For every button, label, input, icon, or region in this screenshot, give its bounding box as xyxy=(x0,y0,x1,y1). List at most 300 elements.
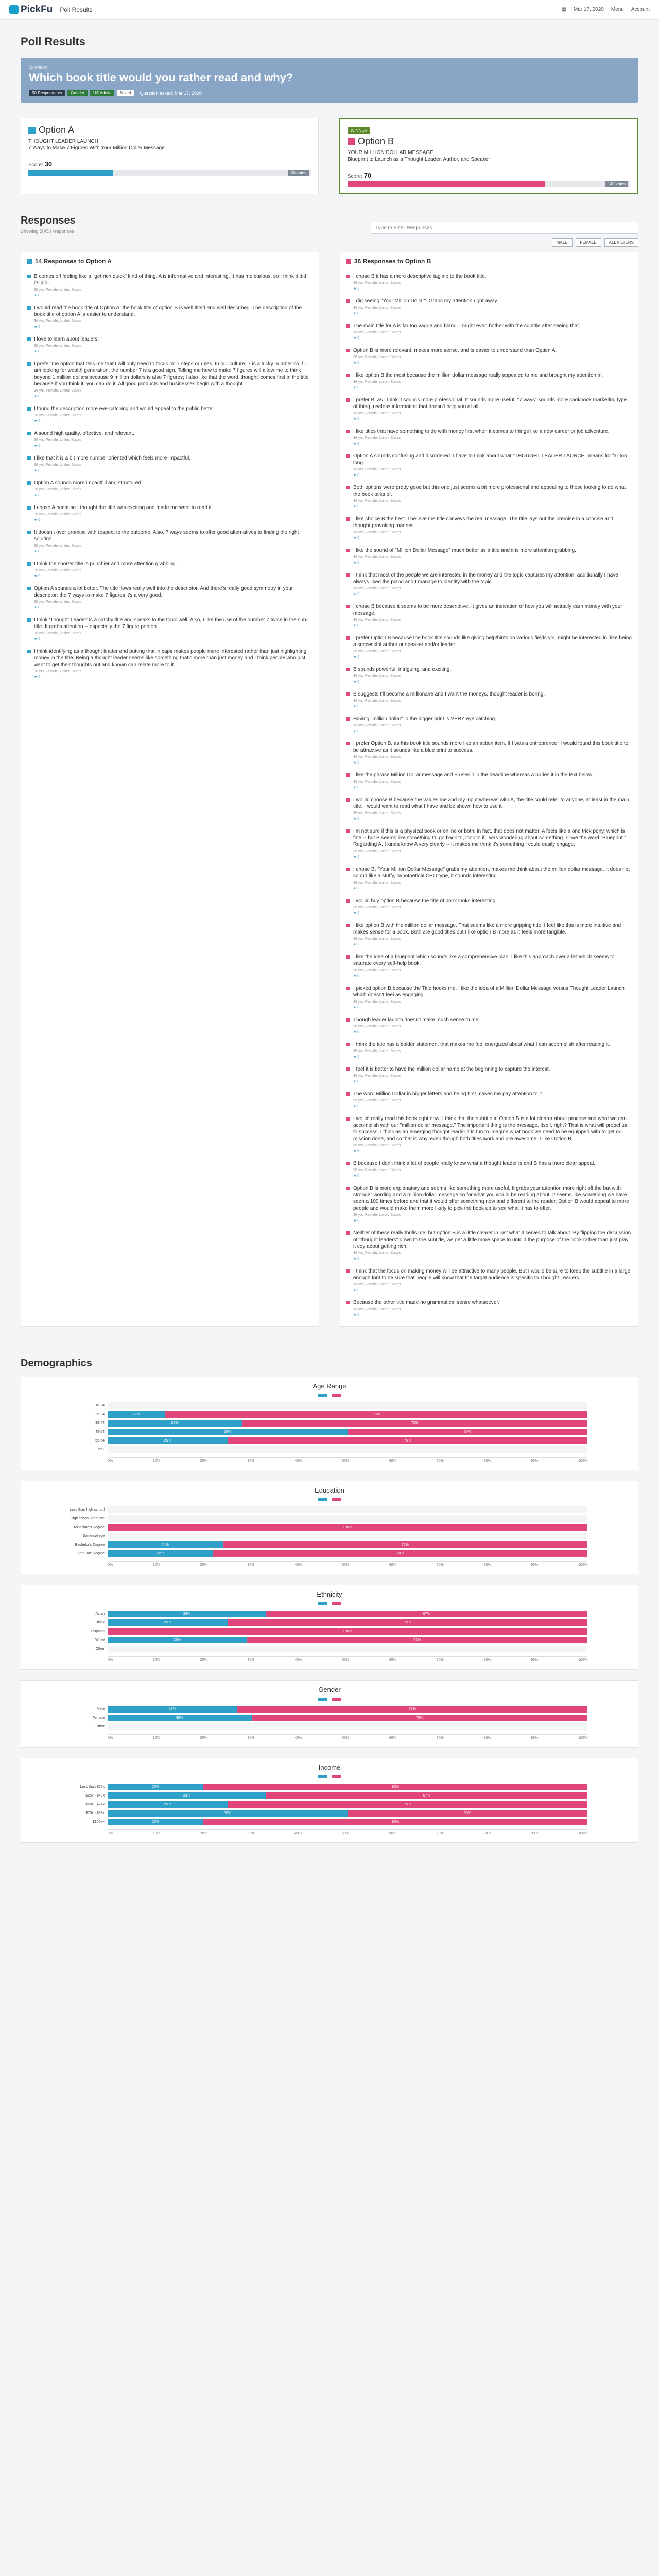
option-swatch xyxy=(346,1231,350,1235)
chart-row xyxy=(21,1722,638,1731)
response-text xyxy=(27,304,313,318)
option-swatch xyxy=(27,650,31,653)
row-label: Less than high school xyxy=(70,1508,105,1512)
star-button[interactable]: ★ 0 xyxy=(34,419,41,423)
star-button[interactable]: ★ 0 xyxy=(353,1149,360,1153)
bar-track xyxy=(108,1810,587,1817)
bar-track xyxy=(108,1541,587,1548)
x-axis xyxy=(108,1457,587,1463)
bar-segment-a: 27% xyxy=(108,1706,237,1713)
option-swatch xyxy=(27,362,31,366)
response-text xyxy=(346,273,632,280)
star-button[interactable]: ★ 0 xyxy=(34,444,41,448)
option-swatch xyxy=(346,430,350,433)
star-button[interactable]: ★ 0 xyxy=(353,1257,360,1261)
star-button[interactable]: ★ 0 xyxy=(353,592,360,596)
response-text xyxy=(346,428,632,435)
response-body: B because I don't think a lot of people really know what a thought leader is and B has a more clear appeal. xyxy=(353,1161,595,1166)
response-item xyxy=(346,737,632,769)
bar-track xyxy=(108,1715,587,1721)
bar-segment-a: 33% xyxy=(108,1792,266,1799)
star-button[interactable]: ★ 0 xyxy=(34,325,41,329)
response-item xyxy=(346,1088,632,1112)
bar-segment-a: 29% xyxy=(108,1637,247,1643)
response-text xyxy=(27,561,313,567)
respondent-meta: 36 yrs, Female, United States xyxy=(34,488,82,492)
star-button[interactable]: ★ 0 xyxy=(353,1174,360,1178)
row-label: Some college xyxy=(82,1534,105,1538)
star-button[interactable]: ★ 0 xyxy=(353,417,360,421)
star-button[interactable]: ★ 0 xyxy=(353,1080,360,1083)
star-button[interactable]: ★ 0 xyxy=(353,536,360,540)
chart-row xyxy=(21,1791,638,1800)
response-body: I prefer B, as I think it sounds more professional. It sounds more useful. "7 ways" sounds more cookbook marketing type of thing, useless information that doesn't help you at all. xyxy=(353,397,627,410)
star-button[interactable]: ★ 0 xyxy=(34,294,41,297)
respondent-meta: 36 yrs, Female, United States xyxy=(353,306,401,310)
response-text xyxy=(346,796,632,810)
respondent-meta: 36 yrs, Female, United States xyxy=(34,319,82,323)
page-title: Poll Results xyxy=(21,35,85,48)
star-button[interactable]: ★ 0 xyxy=(353,287,360,291)
row-label: $100k+ xyxy=(92,1820,105,1824)
response-body: I like titles that have something to do with money first when it comes to things like a new career or job adventure. xyxy=(353,429,610,434)
response-text xyxy=(346,1066,632,1073)
option-swatch xyxy=(27,407,31,411)
response-body: Option A sounds confusing and disordered. I have to think about what "THOUGHT LEADER LAUNCH" means for far too long. xyxy=(353,453,627,466)
chart-title: Age Range xyxy=(313,1382,346,1390)
option-a-swatch xyxy=(27,259,32,264)
tick-label: 90% xyxy=(531,1832,539,1835)
respondent-meta: 36 yrs, Female, United States xyxy=(34,463,82,467)
row-label: Male xyxy=(96,1707,105,1711)
response-text xyxy=(346,635,632,648)
star-button[interactable]: ★ 0 xyxy=(34,518,41,522)
star-button[interactable]: ★ 0 xyxy=(353,786,360,789)
bar-segment-b: 76% xyxy=(223,1541,587,1548)
response-item xyxy=(27,557,313,582)
response-text xyxy=(346,740,632,754)
star-button[interactable]: ★ 0 xyxy=(353,336,360,340)
star-button[interactable]: ★ 0 xyxy=(34,494,41,497)
row-label: Hispanic xyxy=(91,1630,105,1633)
row-label: 65+ xyxy=(98,1448,105,1451)
tick-label: 40% xyxy=(294,1832,302,1835)
tick-label: 40% xyxy=(294,1658,302,1662)
page xyxy=(21,35,638,1843)
bar-segment-b: 73% xyxy=(237,1706,587,1713)
option-swatch xyxy=(27,562,31,566)
row-label: Other xyxy=(95,1725,105,1728)
response-item xyxy=(346,1296,632,1321)
question-date: Question asked: Mar 17, 2020 xyxy=(140,90,202,96)
response-text xyxy=(27,585,313,599)
response-text xyxy=(346,1041,632,1048)
response-text xyxy=(346,1185,632,1212)
option-swatch xyxy=(346,868,350,871)
option-b-score: Score: 70 xyxy=(348,172,372,179)
bar-segment-a: 25% xyxy=(108,1801,228,1808)
chart-legend xyxy=(21,1775,638,1778)
option-swatch xyxy=(346,374,350,377)
response-body: I think identifying as a thought leader and putting that in caps makes people more interested rather than just highlighting money in the title. Being a thought leader seems like something that's more than just money and I think people who just want to get their thoughts out and known can relate more to it. xyxy=(34,649,307,668)
response-body: I feel it is better to have the million dollar name at the beginning to capture the interest. xyxy=(353,1066,550,1072)
star-button[interactable]: ★ 0 xyxy=(353,473,360,477)
respondent-meta: 36 yrs, Female, United States xyxy=(34,513,82,516)
option-swatch xyxy=(346,1117,350,1121)
option-swatch xyxy=(346,299,350,303)
chart-legend xyxy=(21,1602,638,1605)
star-button[interactable]: ★ 0 xyxy=(353,855,360,859)
respondent-meta: 36 yrs, Female, United States xyxy=(353,1000,401,1004)
star-button[interactable]: ★ 0 xyxy=(353,1055,360,1059)
tick-label: 50% xyxy=(342,1563,350,1567)
tick-label: 20% xyxy=(200,1832,207,1835)
star-button[interactable]: ★ 0 xyxy=(353,1219,360,1223)
star-button[interactable]: ★ 0 xyxy=(34,395,41,398)
response-body: I like choice B the best. I believe the title conveys the real message. The title lays out the premise in a concise and thought provoking manner. xyxy=(353,516,614,529)
response-text xyxy=(346,691,632,698)
legend-a xyxy=(318,1775,327,1778)
response-text xyxy=(346,828,632,848)
option-b-card[interactable] xyxy=(339,118,638,194)
bar-segment-a: 25% xyxy=(108,1437,228,1444)
x-axis xyxy=(108,1561,587,1567)
star-button[interactable]: ★ 0 xyxy=(353,1313,360,1317)
response-body: I like option B with the million dollar message. That seems like a more gripping title. I feel like this is more intuitive and makes sense for a book. Both are good titles but I like option B more as it feels more tangible. xyxy=(353,923,621,935)
bar-track xyxy=(108,1792,587,1799)
response-item xyxy=(346,1227,632,1265)
response-text xyxy=(346,484,632,498)
bar-segment-b: 75% xyxy=(228,1801,587,1808)
tick-label: 50% xyxy=(342,1658,350,1662)
winner-badge: WINNER xyxy=(348,127,370,134)
tick-label: 20% xyxy=(200,1459,207,1463)
response-body: I prefer Option B, as this book title sounds more like an action item. If I was a entrepreneur I would found this book title to be attractive as it sounds like a blue print to success. xyxy=(353,741,629,753)
option-a-card[interactable] xyxy=(21,118,319,194)
option-b-responses-title: 36 Responses to Option B xyxy=(354,258,431,265)
response-text xyxy=(346,716,632,722)
option-swatch xyxy=(346,454,350,458)
star-button[interactable]: ★ 0 xyxy=(353,655,360,659)
row-label: $75k - $99k xyxy=(85,1811,105,1815)
response-item xyxy=(346,513,632,544)
option-a-subtitle: 7 Ways to Make 7 Figures With Your Million Dollar Message xyxy=(28,145,165,151)
tick-label: 100% xyxy=(578,1832,587,1835)
star-button[interactable]: ★ 0 xyxy=(34,574,41,578)
response-item xyxy=(27,645,313,683)
menu-button[interactable]: Menu xyxy=(611,7,624,12)
response-item xyxy=(27,427,313,452)
response-body: Because the other title made no grammatical sense whatsoever. xyxy=(353,1300,500,1306)
tick-label: 90% xyxy=(531,1658,539,1662)
demographics-charts xyxy=(21,1377,638,1843)
tick-label: 70% xyxy=(436,1736,444,1740)
response-text xyxy=(346,1115,632,1142)
demographics-title: Demographics xyxy=(21,1358,92,1369)
legend-a xyxy=(318,1698,327,1701)
response-item xyxy=(27,614,313,645)
star-button[interactable]: ★ 0 xyxy=(34,675,41,679)
bar-segment-b: 71% xyxy=(247,1637,587,1643)
star-button[interactable]: ★ 0 xyxy=(353,943,360,946)
response-columns xyxy=(21,252,638,1327)
response-item xyxy=(346,713,632,737)
bar-track xyxy=(108,1646,587,1652)
option-b-score-value: 70 xyxy=(363,172,372,179)
response-body: I picked option B because the Title hooks me. I like the idea of a Million Dollar Message versus Thought Leader Launch which doesn't feel as engaging. xyxy=(353,986,625,998)
response-body: I'm not sure if this is a physical book or online or both; in fact, that does not matter. A feels like a one trick pony, which is fine -- but B seems like something I'd go back to, look to if I was wondering about something. I love the word "Blueprint." Regarding A, I kinda know A very clearly -- it makes me think it's something I could easily engage. xyxy=(353,828,626,848)
option-swatch xyxy=(346,1301,350,1304)
response-text xyxy=(27,529,313,543)
bar-segment-b: 75% xyxy=(228,1437,587,1444)
response-text xyxy=(27,480,313,486)
star-button[interactable]: ★ 0 xyxy=(353,1105,360,1108)
star-button[interactable]: ★ 0 xyxy=(34,606,41,609)
response-text xyxy=(346,985,632,998)
star-button[interactable]: ★ 0 xyxy=(353,911,360,915)
bar-segment-b: 70% xyxy=(252,1715,587,1721)
star-button[interactable]: ★ 0 xyxy=(34,350,41,353)
account-button[interactable]: Account xyxy=(631,7,650,12)
filter-female-button[interactable]: FEMALE xyxy=(576,238,601,247)
chart-row xyxy=(21,1636,638,1645)
chart-title: Income xyxy=(318,1764,341,1771)
response-body: I think that most of the people we are interested in the money and the topic captures my attention, additionally I have always liked the piano and I manage to identify with the topic. xyxy=(353,572,618,585)
tick-label: 30% xyxy=(247,1832,255,1835)
filter-male-button[interactable]: MALE xyxy=(552,238,573,247)
star-button[interactable]: ★ 0 xyxy=(353,624,360,628)
chart-row xyxy=(21,1627,638,1636)
demographic-chart xyxy=(21,1758,638,1843)
response-text xyxy=(27,430,313,437)
tick-label: 20% xyxy=(200,1563,207,1567)
chart-row xyxy=(21,1401,638,1410)
response-body: B sounds powerful, intriguing, and exciting. xyxy=(353,667,452,672)
tick-label: 60% xyxy=(389,1832,396,1835)
response-item xyxy=(27,270,313,301)
bar-segment-a: 22% xyxy=(108,1550,213,1557)
option-a-votes: 60 votes xyxy=(288,170,309,176)
legend-a xyxy=(318,1602,327,1605)
response-body: The word Million Dollar in bigger letters and being first makes me pay attention to it. xyxy=(353,1091,544,1097)
response-text xyxy=(346,516,632,529)
star-button[interactable]: ★ 0 xyxy=(353,361,360,365)
option-swatch xyxy=(27,275,31,278)
option-swatch xyxy=(346,924,350,927)
respondent-meta: 36 yrs, Female, United States xyxy=(34,288,82,292)
respondent-meta: 36 yrs, Female, United States xyxy=(353,355,401,359)
response-text xyxy=(346,1160,632,1167)
bar-segment-b: 100% xyxy=(108,1524,587,1531)
bar-track xyxy=(108,1420,587,1427)
tick-label: 50% xyxy=(342,1736,350,1740)
option-a-bar xyxy=(28,170,311,176)
respondent-meta: 36 yrs, Female, United States xyxy=(353,618,401,622)
star-button[interactable]: ★ 0 xyxy=(353,887,360,890)
chart-title: Ethnicity xyxy=(317,1590,342,1598)
response-body: B comes off feeling like a "get rich quick" kind of thing. A is informative and interesting. It has me curious, so I think it did its job. xyxy=(34,274,306,286)
all-filters-button[interactable]: ALL FILTERS xyxy=(604,238,638,247)
row-label: Female xyxy=(92,1716,105,1720)
respondent-meta: 36 yrs, Female, United States xyxy=(353,1168,401,1172)
bar-track xyxy=(108,1611,587,1617)
star-button[interactable]: ★ 0 xyxy=(353,705,360,708)
respondent-meta: 36 yrs, Female, United States xyxy=(353,881,401,885)
respondent-meta: 36 yrs, Female, United States xyxy=(353,780,401,784)
demographics-section xyxy=(21,1358,638,1843)
response-item xyxy=(346,982,632,1013)
star-button[interactable]: ★ 0 xyxy=(353,1289,360,1292)
bar-track xyxy=(108,1628,587,1635)
tag: Gender xyxy=(67,90,88,96)
options xyxy=(21,118,638,194)
tick-label: 80% xyxy=(483,1563,491,1567)
response-item xyxy=(346,270,632,295)
respondent-meta: 36 yrs, Female, United States xyxy=(353,436,401,440)
bar-segment-a: 30% xyxy=(108,1715,252,1721)
response-body: I would read the book title of Option A; the book title of option B is well titled and well described. The description of the book title of option A is easier to understand. xyxy=(34,305,302,317)
response-body: Option A sounds more impactful and structured. xyxy=(34,480,143,486)
tick-label: 80% xyxy=(483,1832,491,1835)
star-button[interactable]: ★ 0 xyxy=(353,386,360,389)
star-button[interactable]: ★ 0 xyxy=(353,505,360,509)
response-item xyxy=(27,402,313,427)
response-text xyxy=(346,347,632,354)
respondent-meta: 36 yrs, Female, United States xyxy=(353,1308,401,1311)
chart-row xyxy=(21,1540,638,1549)
option-swatch xyxy=(346,742,350,745)
bar-track xyxy=(108,1506,587,1513)
tick-label: 30% xyxy=(247,1736,255,1740)
question-tags xyxy=(29,90,630,96)
tick-label: 0% xyxy=(108,1832,113,1835)
row-label: 35-44 xyxy=(95,1421,105,1425)
response-item xyxy=(346,1157,632,1182)
bar-track xyxy=(108,1437,587,1444)
respondent-meta: 36 yrs, Female, United States xyxy=(353,1283,401,1286)
chart-row xyxy=(21,1618,638,1627)
respondent-meta: 36 yrs, Female, United States xyxy=(34,569,82,572)
response-item xyxy=(27,477,313,501)
bar-track xyxy=(108,1637,587,1643)
response-text xyxy=(346,1230,632,1250)
response-item xyxy=(27,582,313,614)
tick-label: 10% xyxy=(152,1658,160,1662)
star-button[interactable]: ★ 0 xyxy=(353,561,360,565)
filter-input[interactable] xyxy=(371,222,638,234)
response-item xyxy=(346,769,632,793)
option-swatch xyxy=(27,456,31,460)
tick-label: 60% xyxy=(389,1563,396,1567)
response-text xyxy=(27,455,313,462)
response-text xyxy=(346,922,632,936)
response-text xyxy=(346,772,632,778)
response-text xyxy=(346,547,632,554)
star-button[interactable]: ★ 0 xyxy=(353,680,360,684)
tick-label: 40% xyxy=(294,1736,302,1740)
chart-row xyxy=(21,1410,638,1419)
star-button[interactable]: ★ 0 xyxy=(353,442,360,446)
brand-logo[interactable] xyxy=(9,4,53,15)
respondent-meta: 36 yrs, Female, United States xyxy=(34,544,82,548)
tick-label: 20% xyxy=(200,1736,207,1740)
chart-row xyxy=(21,1505,638,1514)
option-swatch xyxy=(346,1092,350,1096)
option-b-bar-fill xyxy=(348,181,545,187)
star-button[interactable]: ★ 0 xyxy=(353,1006,360,1009)
response-item xyxy=(346,793,632,825)
row-label: 25-34 xyxy=(95,1413,105,1416)
response-body: Having "million dollar" in the bigger print is VERY eye catching. xyxy=(353,716,496,722)
star-button[interactable]: ★ 0 xyxy=(353,817,360,821)
chart-row xyxy=(21,1645,638,1653)
star-button[interactable]: ★ 0 xyxy=(353,761,360,765)
tick-label: 100% xyxy=(578,1736,587,1740)
response-body: I think 'Thought Leader' is a catchy title and speaks to the topic well. Also, I like the use of the number 7 twice in the sub-title. It grabs attention -- especially the 7 figure portion. xyxy=(34,617,308,630)
response-item xyxy=(346,319,632,344)
demographic-chart xyxy=(21,1481,638,1574)
bar-track xyxy=(108,1801,587,1808)
bar-segment-a: 24% xyxy=(108,1541,223,1548)
option-b-swatch xyxy=(348,138,355,145)
star-button[interactable]: ★ 0 xyxy=(34,637,41,641)
star-button[interactable]: ★ 0 xyxy=(34,550,41,553)
respondent-meta: 36 yrs, Female, United States xyxy=(353,674,401,678)
response-body: Though leader launch doesn't make much sense to me. xyxy=(353,1017,480,1023)
response-text xyxy=(346,453,632,466)
row-label: Black xyxy=(95,1621,105,1624)
respondent-meta: 36 yrs, Female, United States xyxy=(353,587,401,590)
response-body: I chose B, "Your Million Dollar Message" grabs my attention, makes me think about the million dollar message. It does not sound like a stuffy, hypothetical CEO type, it sounds interesting. xyxy=(353,867,630,879)
bar-segment-b: 72% xyxy=(242,1420,587,1427)
bar-segment-b: 100% xyxy=(108,1628,587,1635)
star-button[interactable]: ★ 0 xyxy=(34,469,41,472)
response-item xyxy=(346,1265,632,1296)
response-text xyxy=(27,405,313,412)
response-body: I like option B the most because the million dollar message really appealed to me and brought my attention in. xyxy=(353,372,603,378)
star-button[interactable]: ★ 0 xyxy=(353,730,360,733)
tick-label: 80% xyxy=(483,1658,491,1662)
option-swatch xyxy=(346,1269,350,1273)
bar-segment-b: 80% xyxy=(203,1784,587,1790)
star-button[interactable]: ★ 0 xyxy=(353,974,360,978)
row-label: Graduate Degree xyxy=(76,1552,105,1555)
response-body: I think the shorter title is punchier and more attention grabbing. xyxy=(34,561,177,567)
star-button[interactable]: ★ 0 xyxy=(353,1030,360,1034)
response-body: I think that the focus on making money will be attractive to many people. But I would be sure to keep the subtitle in a large enough font to be sure that people will know that the target audience is specific to Thought Leaders. xyxy=(353,1268,631,1281)
option-swatch xyxy=(27,432,31,435)
response-body: I would choose B because the values me and my input whereas with A, the title could refer to anyone, at least in the main title. I would want to read what I have and be shown how to use it. xyxy=(353,797,629,809)
response-item xyxy=(27,452,313,477)
tick-label: 90% xyxy=(531,1459,539,1463)
bar-segment-a: 12% xyxy=(108,1411,165,1418)
option-swatch xyxy=(346,955,350,959)
option-swatch xyxy=(346,829,350,833)
chart-row xyxy=(21,1445,638,1454)
tick-label: 20% xyxy=(200,1658,207,1662)
response-item xyxy=(346,569,632,600)
star-button[interactable]: ★ 0 xyxy=(353,312,360,315)
responses-header xyxy=(21,215,638,234)
option-swatch xyxy=(346,1187,350,1190)
tick-label: 10% xyxy=(152,1459,160,1463)
chart-title: Education xyxy=(315,1486,344,1494)
response-text xyxy=(346,572,632,585)
chart-row xyxy=(21,1523,638,1532)
chart-row xyxy=(21,1549,638,1558)
option-swatch xyxy=(346,717,350,721)
option-swatch xyxy=(346,636,350,640)
